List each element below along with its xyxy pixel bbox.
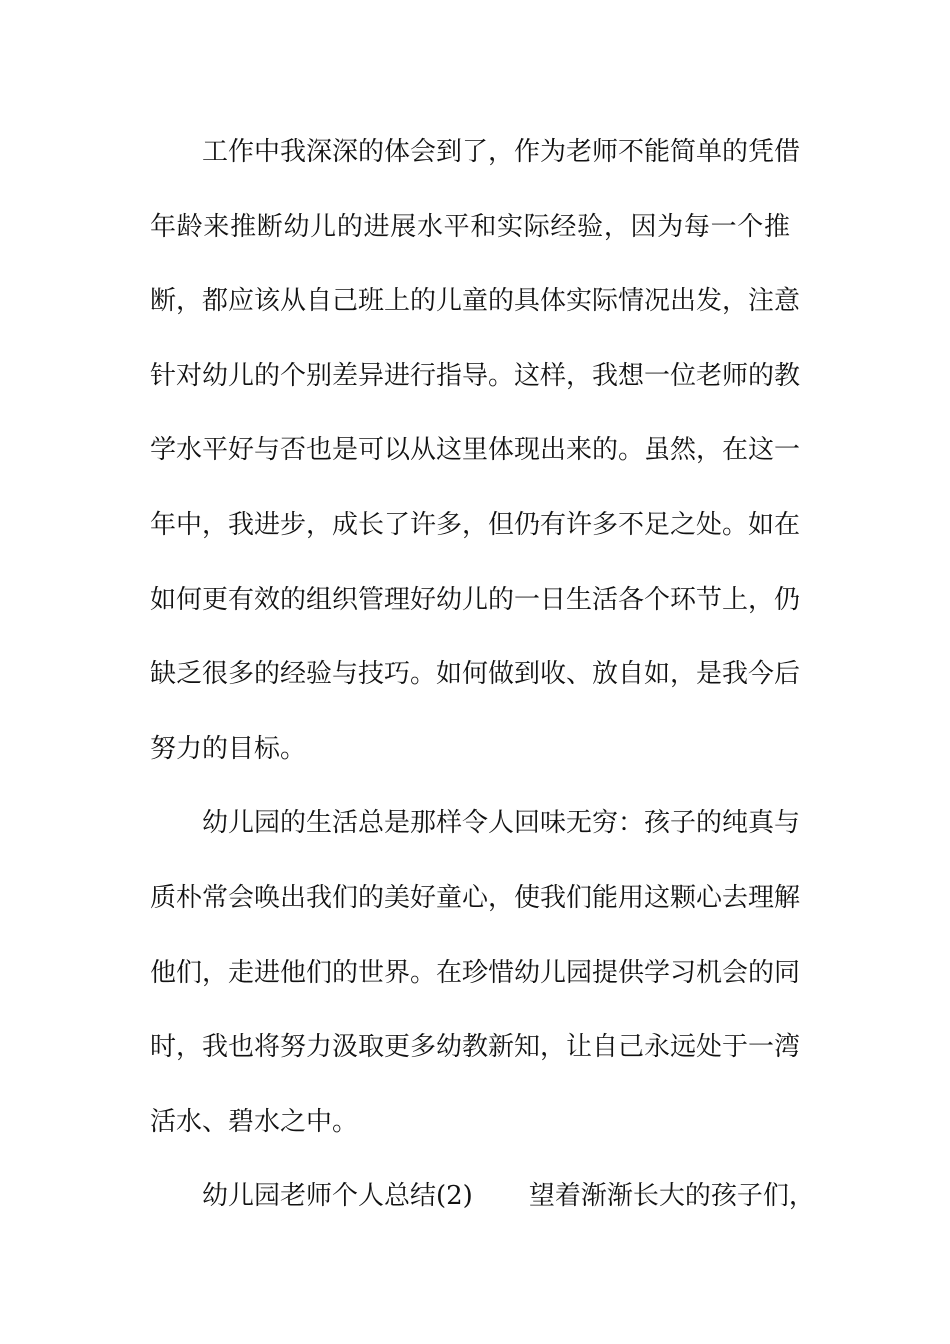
text-line: 年中，我进步，成长了许多，但仍有许多不足之处。如在 <box>150 509 801 540</box>
paragraph-1 <box>150 128 801 799</box>
text-line: 努力的目标。 <box>150 733 307 764</box>
text-line: 时，我也将努力汲取更多幼教新知，让自己永远处于一湾 <box>150 1032 801 1063</box>
text-line: 年龄来推断幼儿的进展水平和实际经验，因为每一个推 <box>150 211 790 242</box>
paragraph-3 <box>150 1172 815 1247</box>
text-line: 活水、碧水之中。 <box>150 1106 359 1137</box>
text-line: 幼儿园的生活总是那样令人回味无穷：孩子的纯真与 <box>202 808 801 839</box>
section-heading: 幼儿园老师个人总结(2) <box>202 1181 473 1212</box>
text-line: 如何更有效的组织管理好幼儿的一日生活各个环节上，仍 <box>150 584 801 615</box>
text-line: 工作中我深深的体会到了，作为老师不能简单的凭借 <box>202 137 801 167</box>
text-line: 断，都应该从自己班上的儿童的具体实际情况出发，注意 <box>150 286 801 317</box>
text-line: 针对幼儿的个别差异进行指导。这样，我想一位老师的教 <box>150 360 801 391</box>
text-run: 望着渐渐长大的孩子们， <box>528 1181 815 1212</box>
paragraph-2 <box>150 799 801 1172</box>
document-body <box>150 128 815 1247</box>
text-line: 质朴常会唤出我们的美好童心，使我们能用这颗心去理解 <box>150 882 801 913</box>
text-line: 学水平好与否也是可以从这里体现出来的。虽然，在这一 <box>150 435 801 466</box>
text-line: 他们，走进他们的世界。在珍惜幼儿园提供学习机会的同 <box>150 957 801 988</box>
text-line: 缺乏很多的经验与技巧。如何做到收、放自如，是我今后 <box>150 659 801 690</box>
text-line <box>150 1172 815 1247</box>
